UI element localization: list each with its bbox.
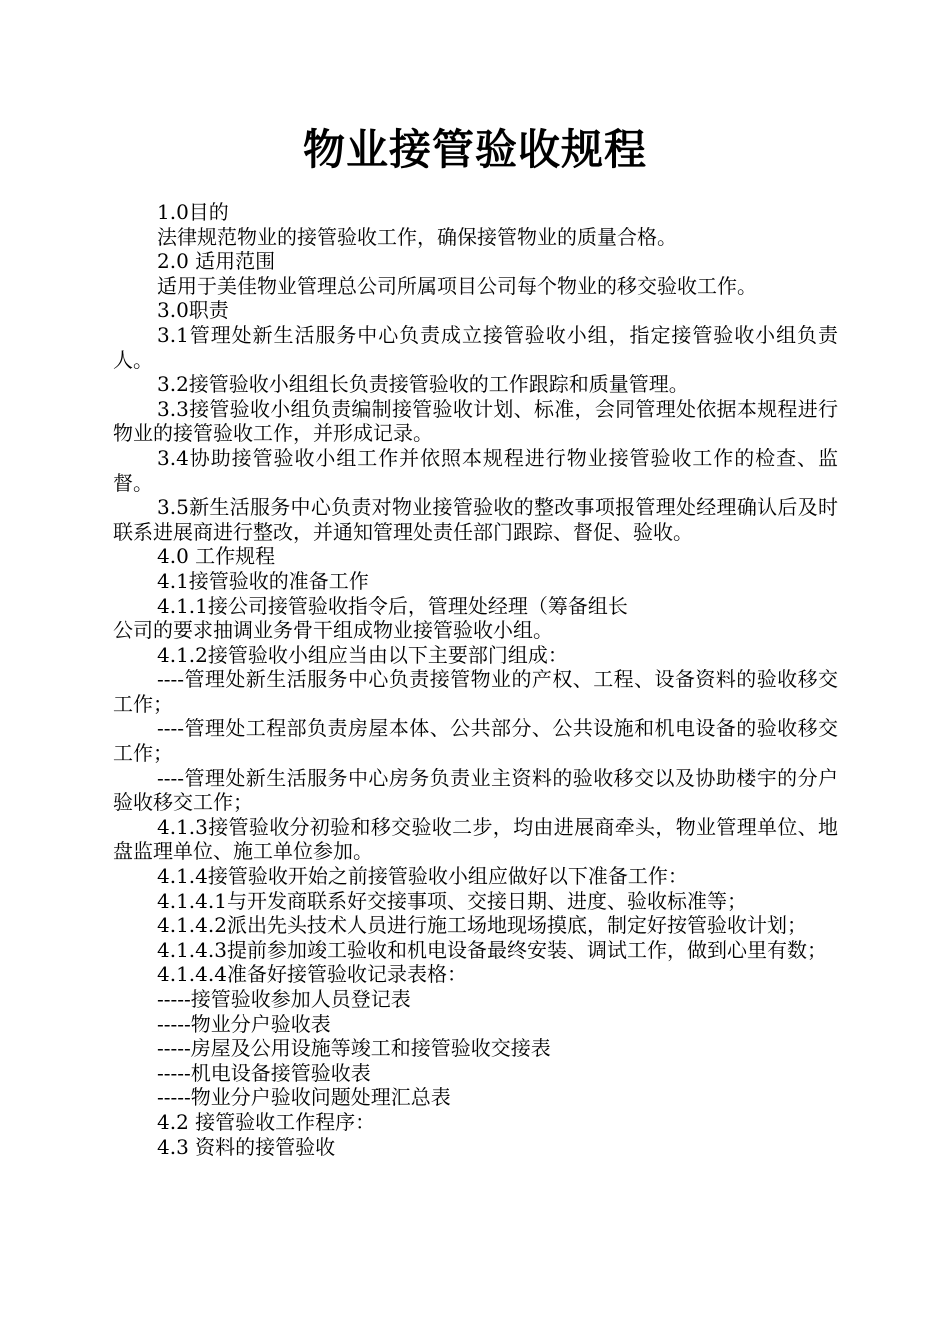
section-heading: 4.0 工作规程 <box>157 544 276 569</box>
paragraph: 法律规范物业的接管验收工作，确保接管物业的质量合格。 <box>157 224 677 249</box>
paragraph: 4.1.2接管验收小组应当由以下主要部门组成： <box>157 642 568 667</box>
list-item: -----机电设备接管验收表 <box>157 1060 371 1085</box>
paragraph: 3.1管理处新生活服务中心负责成立接管验收小组，指定接管验收小组负责人。 <box>113 322 838 372</box>
section-heading: 2.0 适用范围 <box>157 249 276 274</box>
section-heading: 3.0职责 <box>157 298 229 323</box>
subsection-heading: 4.3 资料的接管验收 <box>157 1134 336 1159</box>
paragraph: 3.5新生活服务中心负责对物业接管验收的整改事项报管理处经理确认后及时联系进展商进行整改，并通知管理处责任部门跟踪、督促、验收。 <box>113 495 838 544</box>
document-body <box>113 200 838 1159</box>
list-item: ----管理处工程部负责房屋本体、公共部分、公共设施和机电设备的验收移交工作； <box>113 716 838 766</box>
paragraph: 适用于美佳物业管理总公司所属项目公司每个物业的移交验收工作。 <box>157 273 757 298</box>
subsection-heading: 4.2 接管验收工作程序： <box>157 1109 376 1134</box>
document-title: 物业接管验收规程 <box>302 125 647 174</box>
subsection-heading: 4.1接管验收的准备工作 <box>157 568 369 593</box>
paragraph: 4.1.3接管验收分初验和移交验收二步，均由进展商牵头，物业管理单位、地盘监理单位、施工单位参加。 <box>113 814 838 864</box>
list-item: -----物业分户验收表 <box>157 1011 331 1036</box>
paragraph: 4.1.4.1与开发商联系好交接事项、交接日期、进度、验收标准等； <box>157 888 747 913</box>
section-heading: 1.0目的 <box>157 200 229 224</box>
paragraph: 4.1.4.2派出先头技术人员进行施工场地现场摸底，制定好按管验收计划； <box>157 913 807 938</box>
paragraph: 3.3接管验收小组负责编制接管验收计划、标准，会同管理处依据本规程进行物业的接管验收工作，并形成记录。 <box>113 396 838 446</box>
paragraph: 3.2接管验收小组组长负责接管验收的工作跟踪和质量管理。 <box>157 372 689 397</box>
list-item: ----管理处新生活服务中心负责接管物业的产权、工程、设备资料的验收移交工作； <box>113 667 838 716</box>
paragraph: 4.1.4.4准备好接管验收记录表格： <box>157 962 467 987</box>
paragraph: 4.1.1接公司接管验收指令后，管理处经理（筹备组长 <box>157 593 628 618</box>
paragraph: 4.1.4接管验收开始之前接管验收小组应做好以下准备工作： <box>157 864 688 889</box>
list-item: -----物业分户验收问题处理汇总表 <box>157 1085 451 1110</box>
paragraph-continuation: 公司的要求抽调业务骨干组成物业接管验收小组。 <box>113 618 553 643</box>
list-item: ----管理处新生活服务中心房务负责业主资料的验收移交以及协助楼宇的分户验收移交工作； <box>113 765 838 815</box>
paragraph: 4.1.4.3提前参加竣工验收和机电设备最终安装、调试工作，做到心里有数； <box>157 937 827 962</box>
paragraph: 3.4协助接管验收小组工作并依照本规程进行物业接管验收工作的检查、监督。 <box>113 445 838 495</box>
list-item: -----接管验收参加人员登记表 <box>157 987 411 1011</box>
list-item: -----房屋及公用设施等竣工和接管验收交接表 <box>157 1036 551 1061</box>
